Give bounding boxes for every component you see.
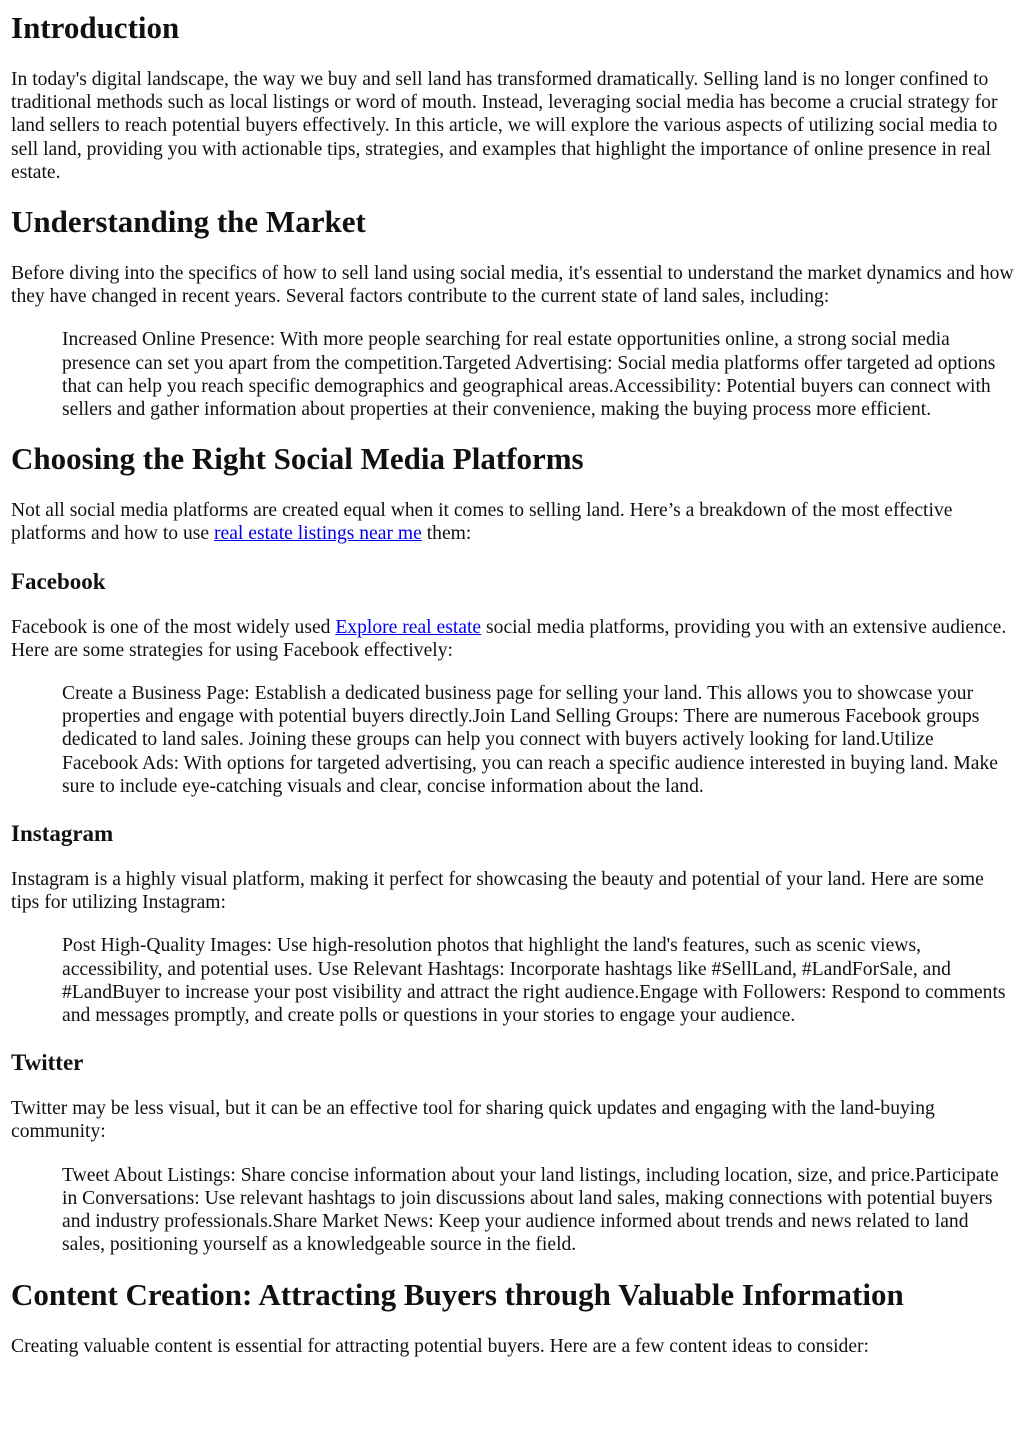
paragraph-platforms-text-after: them: [421,523,472,545]
heading-content-creation: Content Creation: Attracting Buyers through Valuable Information [11,1276,904,1312]
heading-choosing-platforms: Choosing the Right Social Media Platforms [11,441,584,477]
paragraph-instagram: Instagram is a highly visual platform, making it perfect for showcasing the beauty and potential of your land. Here are some tips for utilizing Instagram: [11,869,984,914]
quote-twitter-tips: Tweet About Listings: Share concise information about your land listings, including location, size, and price.Participate in Conversations: Use relevant hashtags to join discussions about land sales, making connections with potential buyers and industry professionals.Share Market News: Keep your audience informed about trends and news related to land sales, positioning yourself as a knowledgeable source in the field. [62,1164,999,1256]
heading-understanding-market: Understanding the Market [11,204,366,240]
heading-instagram: Instagram [11,821,114,847]
heading-twitter: Twitter [11,1050,84,1076]
heading-introduction: Introduction [11,10,180,45]
paragraph-facebook [11,616,1014,662]
paragraph-facebook-text-after: social media platforms, providing you with an extensive audience. Here are some strategies for using Facebook effectively: [11,616,1007,661]
quote-instagram-tips: Post High-Quality Images: Use high-resolution photos that highlight the land's features, such as scenic views, accessibility, and potential uses. Use Relevant Hashtags: Incorporate hashtags like #SellLand, #LandForSale, and #LandBuyer to increase your post visibility and attract the right audience.Engage with Followers: Respond to comments and messages promptly, and create polls or questions in your stories to engage your audience. [62,935,1006,1027]
paragraph-platforms-text-before: Not all social media platforms are created equal when it comes to selling land. Here’s a breakdown of the most effective platforms and how to use [11,500,953,545]
heading-facebook: Facebook [11,568,106,594]
paragraph-content-creation: Creating valuable content is essential for attracting potential buyers. Here are a few content ideas to consider: [11,1335,869,1357]
paragraph-introduction: In today's digital landscape, the way we buy and sell land has transformed dramatically. Selling land is no longer confined to traditional methods such as local listings or word of mouth. Instead, leveraging social media has become a crucial strategy for land sellers to reach potential buyers effectively. In this article, we will explore the various aspects of utilizing social media to sell land, providing you with actionable tips, strategies, and examples that highlight the importance of online presence in real estate. [11,69,998,183]
quote-market-factors: Increased Online Presence: With more people searching for real estate opportunities online, a strong social media presence can set you apart from the competition.Targeted Advertising: Social media platforms offer targeted ad options that can help you reach specific demographics and geographical areas.Accessibility: Potential buyers can connect with sellers and gather information about properties at their convenience, making the buying process more efficient. [62,329,996,421]
paragraph-platforms [11,499,1014,545]
quote-facebook-strategies: Create a Business Page: Establish a dedicated business page for selling your land. This allows you to showcase your properties and engage with potential buyers directly.Join Land Selling Groups: There are numerous Facebook groups dedicated to land sales. Joining these groups can help you connect with buyers actively looking for land.Utilize Facebook Ads: With options for targeted advertising, you can reach a specific audience interested in buying land. Make sure to include eye-catching visuals and clear, concise information about the land. [62,683,998,797]
paragraph-market: Before diving into the specifics of how to sell land using social media, it's essential to understand the market dynamics and how they have changed in recent years. Several factors contribute to the current state of land sales, including: [11,263,1014,308]
link-real-estate-listings[interactable]: real estate listings near me [213,523,422,545]
link-explore-real-estate[interactable]: Explore real estate [335,616,482,638]
paragraph-twitter: Twitter may be less visual, but it can be an effective tool for sharing quick updates and engaging with the land-buying community: [11,1098,935,1143]
paragraph-facebook-text-before: Facebook is one of the most widely used [11,616,336,638]
